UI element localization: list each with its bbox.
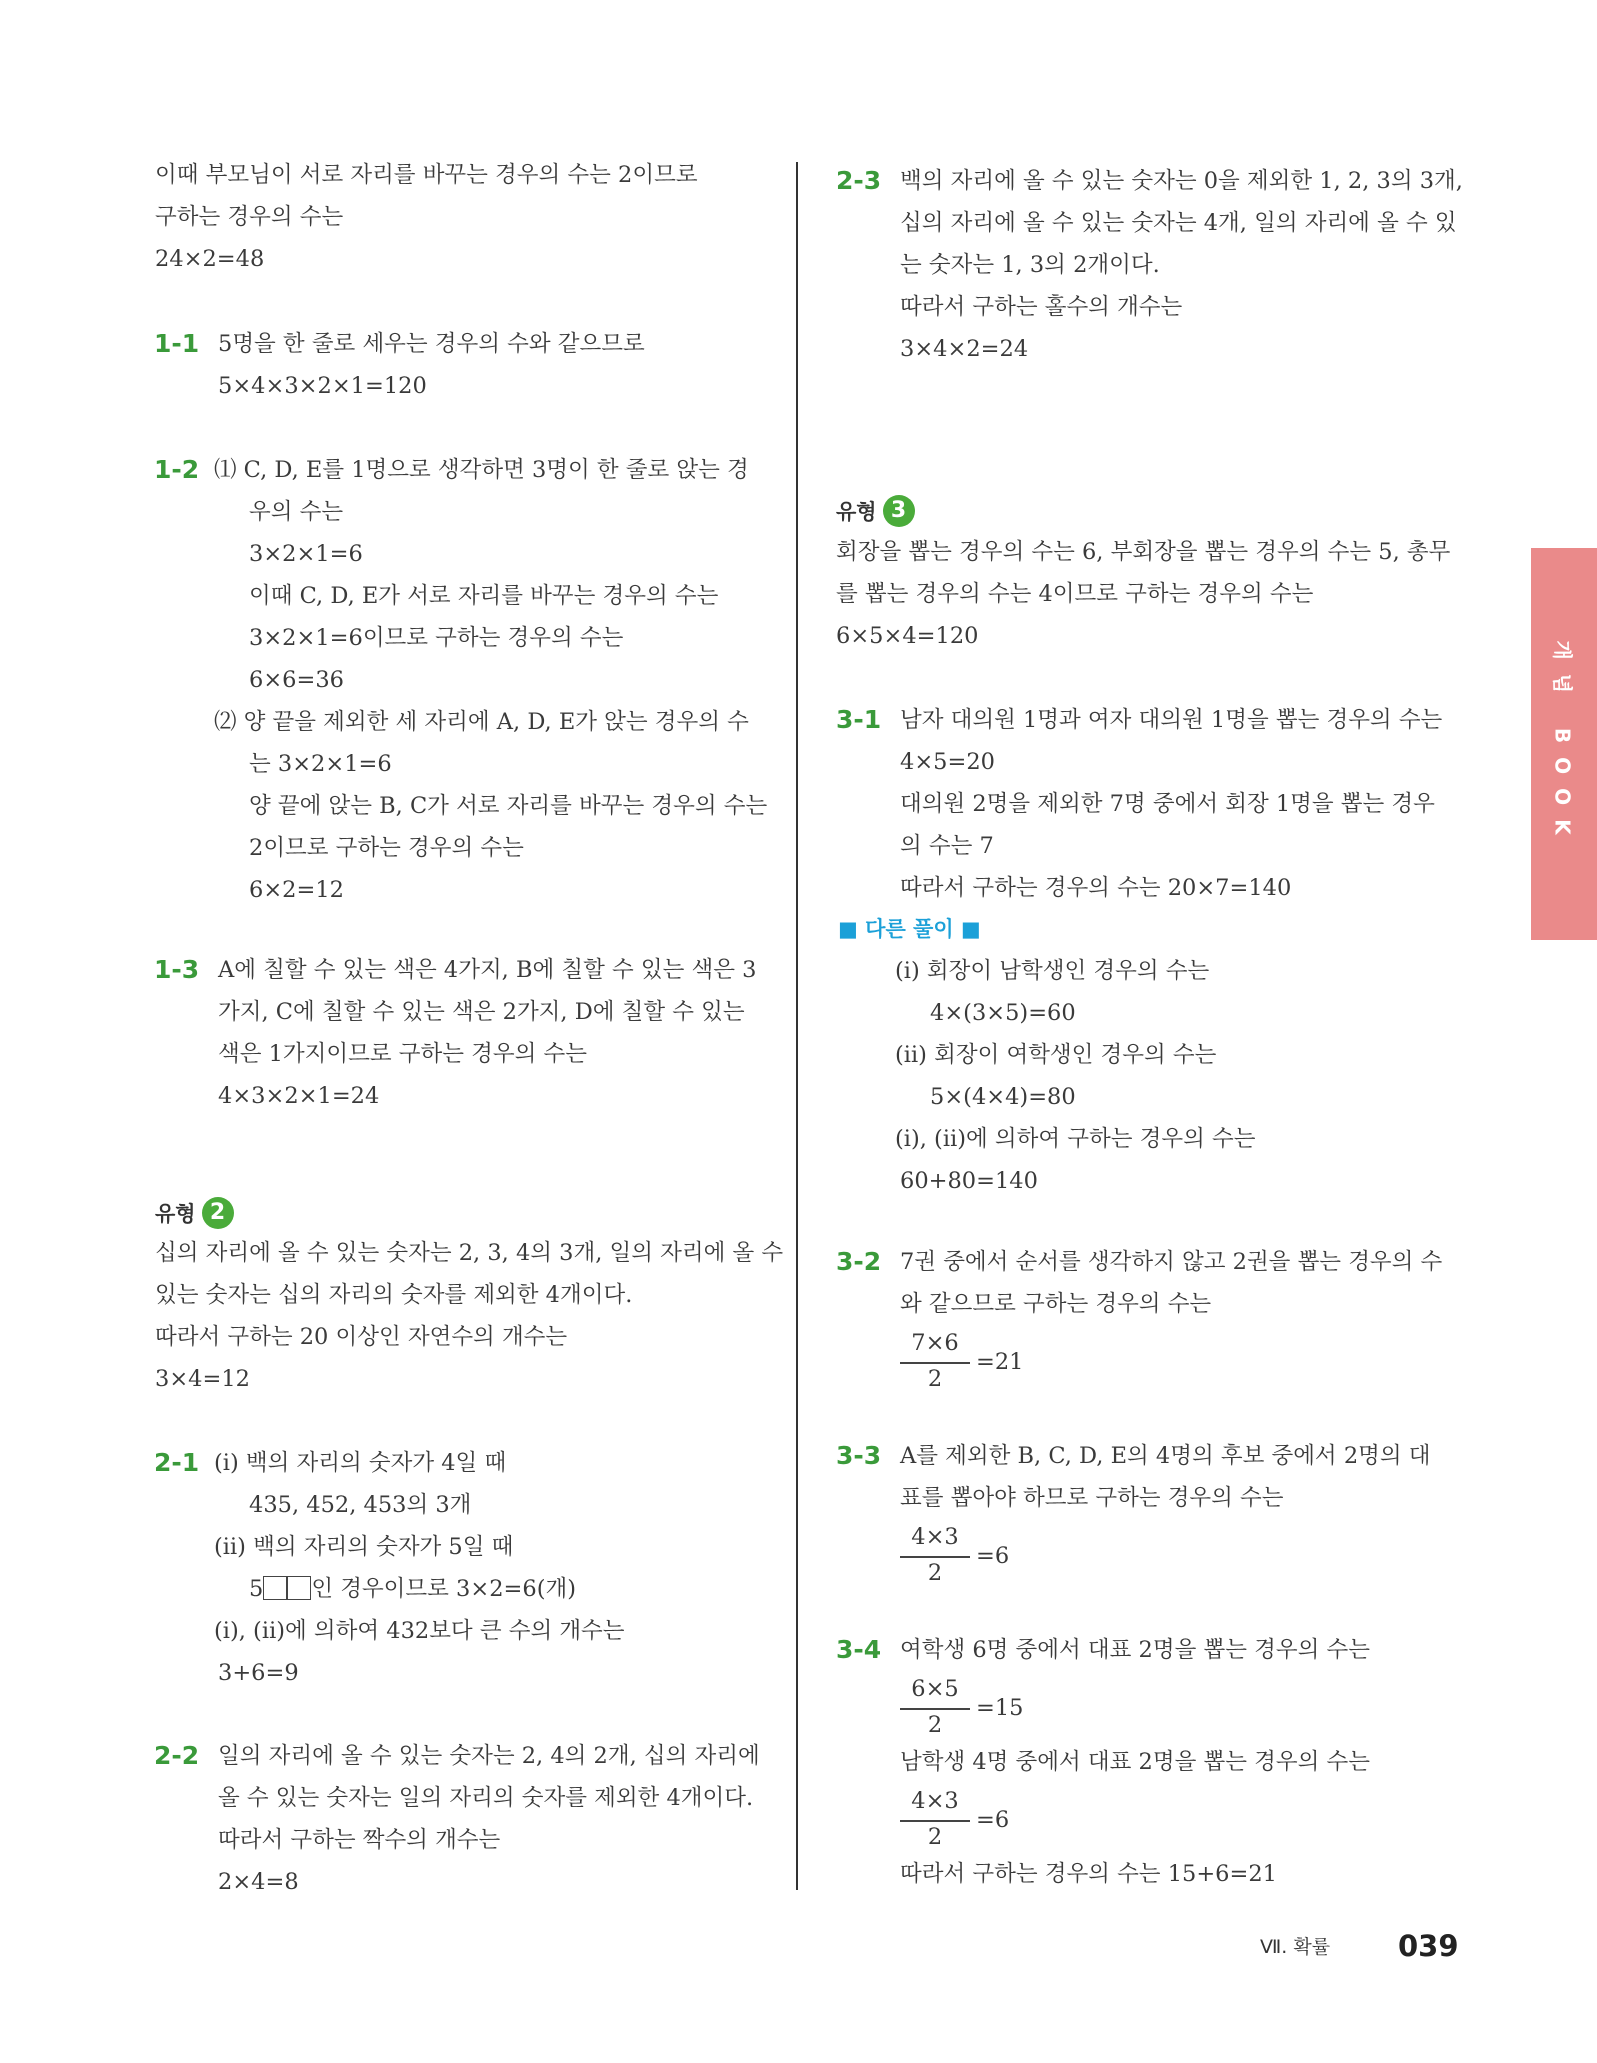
fraction-numerator: 6×5 bbox=[911, 1676, 959, 1702]
type-label: 유형 bbox=[155, 1202, 196, 1226]
fraction-numerator: 4×3 bbox=[911, 1788, 959, 1814]
fraction-bar bbox=[900, 1362, 970, 1364]
p1-2-line-5: 3×2×1=6이므로 구하는 경우의 수는 bbox=[249, 625, 624, 651]
fraction-result: =15 bbox=[976, 1695, 1024, 1721]
p2-3-line-2: 십의 자리에 올 수 있는 숫자는 4개, 일의 자리에 올 수 있 bbox=[900, 210, 1457, 236]
p1-2-line-2: 우의 수는 bbox=[249, 499, 344, 525]
p1-3-line-2: 가지, C에 칠할 수 있는 색은 2가지, D에 칠할 수 있는 bbox=[218, 999, 745, 1025]
fraction-bar bbox=[900, 1708, 970, 1710]
p1-1-line-1: 5명을 한 줄로 세우는 경우의 수와 같으므로 bbox=[218, 331, 645, 357]
fraction-bar bbox=[900, 1556, 970, 1558]
p3-4-line-2: 남학생 4명 중에서 대표 2명을 뽑는 경우의 수는 bbox=[900, 1749, 1370, 1775]
type-label: 유형 bbox=[836, 500, 877, 524]
type-2-heading bbox=[155, 1196, 234, 1230]
p3-3-line-1: A를 제외한 B, C, D, E의 4명의 후보 중에서 2명의 대 bbox=[900, 1443, 1431, 1469]
p1-2-line-4: 이때 C, D, E가 서로 자리를 바꾸는 경우의 수는 bbox=[249, 583, 719, 609]
alt-line-4: 5×(4×4)=80 bbox=[930, 1084, 1076, 1110]
p1-3-line-1: A에 칠할 수 있는 색은 4가지, B에 칠할 수 있는 색은 3 bbox=[218, 957, 757, 983]
p1-2-line-10: 2이므로 구하는 경우의 수는 bbox=[249, 835, 524, 861]
column-divider bbox=[796, 162, 798, 1890]
p3-1-line-4: 의 수는 7 bbox=[900, 833, 994, 859]
box-prefix: 5 bbox=[249, 1576, 264, 1602]
problem-number-3-2: 3-2 bbox=[836, 1247, 882, 1276]
p2-2-line-4: 2×4=8 bbox=[218, 1869, 299, 1895]
page-number: 039 bbox=[1398, 1929, 1459, 1963]
problem-number-3-4: 3-4 bbox=[836, 1635, 882, 1664]
side-tab-label: 개념 BOOK bbox=[1550, 639, 1575, 849]
p3-4-line-3: 따라서 구하는 경우의 수는 15+6=21 bbox=[900, 1861, 1277, 1887]
p3-2-line-1: 7권 중에서 순서를 생각하지 않고 2권을 뽑는 경우의 수 bbox=[900, 1249, 1443, 1275]
alt-line-6: 60+80=140 bbox=[900, 1168, 1038, 1194]
type2-line-4: 3×4=12 bbox=[155, 1366, 250, 1392]
p2-1-line-2: 435, 452, 453의 3개 bbox=[249, 1492, 472, 1518]
intro-line-2: 구하는 경우의 수는 bbox=[155, 204, 344, 230]
p3-4-line-1: 여학생 6명 중에서 대표 2명을 뽑는 경우의 수는 bbox=[900, 1637, 1370, 1663]
p1-3-line-3: 색은 1가지이므로 구하는 경우의 수는 bbox=[218, 1041, 587, 1067]
p1-2-line-8: 는 3×2×1=6 bbox=[249, 751, 392, 777]
p3-1-line-3: 대의원 2명을 제외한 7명 중에서 회장 1명을 뽑는 경우 bbox=[900, 791, 1435, 817]
alt-line-3: (ⅱ) 회장이 여학생인 경우의 수는 bbox=[895, 1042, 1217, 1068]
alt-line-1: (ⅰ) 회장이 남학생인 경우의 수는 bbox=[895, 958, 1210, 984]
type-badge: 3 bbox=[883, 495, 915, 527]
p3-1-line-2: 4×5=20 bbox=[900, 749, 995, 775]
problem-number-1-1: 1-1 bbox=[154, 329, 200, 358]
alternative-solution-label: ■ 다른 풀이 ■ bbox=[838, 917, 981, 941]
fraction-denominator: 2 bbox=[927, 1824, 943, 1850]
p3-1-line-5: 따라서 구하는 경우의 수는 20×7=140 bbox=[900, 875, 1292, 901]
type3-line-3: 6×5×4=120 bbox=[836, 623, 979, 649]
p2-1-line-3: (ⅱ) 백의 자리의 숫자가 5일 때 bbox=[214, 1534, 514, 1560]
alt-line-5: (ⅰ), (ⅱ)에 의하여 구하는 경우의 수는 bbox=[895, 1126, 1256, 1152]
fraction-result: =6 bbox=[976, 1543, 1010, 1569]
box-suffix: 인 경우이므로 3×2=6(개) bbox=[311, 1576, 576, 1602]
p1-2-line-1: ⑴ C, D, E를 1명으로 생각하면 3명이 한 줄로 앉는 경 bbox=[214, 457, 749, 483]
type-3-heading bbox=[836, 494, 915, 528]
type2-line-1: 십의 자리에 올 수 있는 숫자는 2, 3, 4의 3개, 일의 자리에 올 수 bbox=[155, 1240, 784, 1266]
type2-line-3: 따라서 구하는 20 이상인 자연수의 개수는 bbox=[155, 1324, 568, 1350]
fraction-denominator: 2 bbox=[927, 1560, 943, 1586]
type3-line-1: 회장을 뽑는 경우의 수는 6, 부회장을 뽑는 경우의 수는 5, 총무 bbox=[836, 539, 1451, 565]
problem-number-1-2: 1-2 bbox=[154, 455, 200, 484]
p2-1-line-6: 3+6=9 bbox=[218, 1660, 299, 1686]
footer-section: Ⅶ. 확률 bbox=[1260, 1936, 1331, 1958]
p2-1-line-5: (ⅰ), (ⅱ)에 의하여 432보다 큰 수의 개수는 bbox=[214, 1618, 625, 1644]
side-tab bbox=[1531, 548, 1597, 940]
alt-line-2: 4×(3×5)=60 bbox=[930, 1000, 1076, 1026]
p1-3-line-4: 4×3×2×1=24 bbox=[218, 1083, 380, 1109]
p2-2-line-2: 올 수 있는 숫자는 일의 자리의 숫자를 제외한 4개이다. bbox=[218, 1785, 754, 1811]
p2-3-line-3: 는 숫자는 1, 3의 2개이다. bbox=[900, 252, 1160, 278]
problem-number-2-2: 2-2 bbox=[154, 1741, 200, 1770]
p2-2-line-3: 따라서 구하는 짝수의 개수는 bbox=[218, 1827, 501, 1853]
p3-1-line-1: 남자 대의원 1명과 여자 대의원 1명을 뽑는 경우의 수는 bbox=[900, 707, 1443, 733]
fraction-numerator: 7×6 bbox=[911, 1330, 959, 1356]
type2-line-2: 있는 숫자는 십의 자리의 숫자를 제외한 4개이다. bbox=[155, 1282, 633, 1308]
fraction-result: =6 bbox=[976, 1807, 1010, 1833]
problem-number-2-1: 2-1 bbox=[154, 1448, 200, 1477]
p1-2-line-7: ⑵ 양 끝을 제외한 세 자리에 A, D, E가 앉는 경우의 수 bbox=[214, 709, 749, 735]
p2-3-line-1: 백의 자리에 올 수 있는 숫자는 0을 제외한 1, 2, 3의 3개, bbox=[900, 168, 1463, 194]
p3-2-line-2: 와 같으므로 구하는 경우의 수는 bbox=[900, 1291, 1212, 1317]
blank-box bbox=[287, 1576, 311, 1600]
problem-number-3-1: 3-1 bbox=[836, 705, 882, 734]
problem-number-2-3: 2-3 bbox=[836, 166, 882, 195]
intro-line-1: 이때 부모님이 서로 자리를 바꾸는 경우의 수는 2이므로 bbox=[155, 162, 698, 188]
p1-2-line-11: 6×2=12 bbox=[249, 877, 344, 903]
p2-2-line-1: 일의 자리에 올 수 있는 숫자는 2, 4의 2개, 십의 자리에 bbox=[218, 1743, 760, 1769]
type3-line-2: 를 뽑는 경우의 수는 4이므로 구하는 경우의 수는 bbox=[836, 581, 1314, 607]
p1-2-line-9: 양 끝에 앉는 B, C가 서로 자리를 바꾸는 경우의 수는 bbox=[249, 793, 768, 819]
type-badge: 2 bbox=[202, 1197, 234, 1229]
p1-2-line-6: 6×6=36 bbox=[249, 667, 344, 693]
blank-box bbox=[263, 1576, 287, 1600]
p2-3-line-5: 3×4×2=24 bbox=[900, 336, 1029, 362]
fraction-result: =21 bbox=[976, 1349, 1024, 1375]
fraction-denominator: 2 bbox=[927, 1366, 943, 1392]
p2-1-line-4 bbox=[249, 1574, 576, 1604]
intro-line-3: 24×2=48 bbox=[155, 246, 265, 272]
p3-3-line-2: 표를 뽑아야 하므로 구하는 경우의 수는 bbox=[900, 1485, 1284, 1511]
fraction-denominator: 2 bbox=[927, 1712, 943, 1738]
fraction-bar bbox=[900, 1820, 970, 1822]
problem-number-3-3: 3-3 bbox=[836, 1441, 882, 1470]
fraction-numerator: 4×3 bbox=[911, 1524, 959, 1550]
p1-2-line-3: 3×2×1=6 bbox=[249, 541, 363, 567]
p2-3-line-4: 따라서 구하는 홀수의 개수는 bbox=[900, 294, 1183, 320]
p2-1-line-1: (ⅰ) 백의 자리의 숫자가 4일 때 bbox=[214, 1450, 507, 1476]
p1-1-line-2: 5×4×3×2×1=120 bbox=[218, 373, 427, 399]
problem-number-1-3: 1-3 bbox=[154, 955, 200, 984]
